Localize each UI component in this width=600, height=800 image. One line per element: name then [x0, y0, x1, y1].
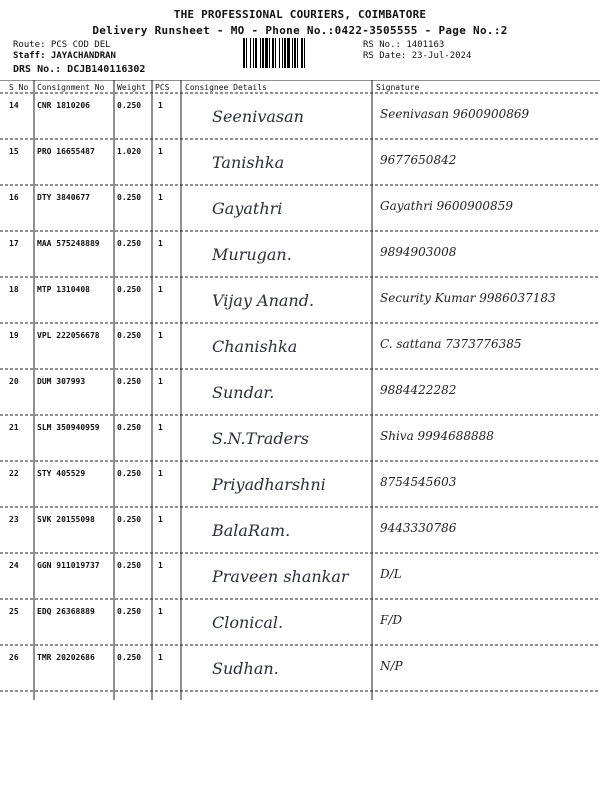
row-weight: 0.250: [117, 377, 142, 386]
row-consignee-name: Chanishka: [212, 337, 298, 356]
row-consignment-no: VPL 222056678: [37, 331, 100, 340]
row-consignment-no: SLM 350940959: [37, 423, 100, 432]
row-weight: 0.250: [117, 285, 142, 294]
row-signature: Security Kumar 9986037183: [380, 291, 556, 305]
row-signature: Gayathri 9600900859: [380, 199, 513, 213]
row-pcs: 1: [158, 377, 163, 386]
column-header-signature: Signature: [376, 83, 420, 92]
row-consignee-name: Sundar.: [212, 383, 275, 402]
staff-label: Staff: JAYACHANDRAN: [13, 51, 116, 61]
row-signature: 9894903008: [380, 245, 457, 259]
runsheet-title: THE PROFESSIONAL COURIERS, COIMBATORE: [173, 8, 427, 21]
row-consignee-name: S.N.Traders: [212, 429, 309, 448]
row-signature: N/P: [380, 659, 403, 673]
drs-label: DRS No.: DCJB140116302: [13, 64, 146, 75]
row-consignment-no: DTY 3840677: [37, 193, 90, 202]
row-signature: 9443330786: [380, 521, 457, 535]
row-pcs: 1: [158, 193, 163, 202]
row-pcs: 1: [158, 653, 163, 662]
row-signature: Shiva 9994688888: [380, 429, 494, 443]
row-pcs: 1: [158, 515, 163, 524]
column-header-sno: S No: [9, 83, 29, 92]
row-consignee-name: Praveen shankar: [212, 567, 349, 586]
row-consignee-name: BalaRam.: [212, 521, 291, 540]
row-consignee-name: Gayathri: [212, 199, 283, 218]
row-sno: 15: [9, 147, 19, 156]
row-consignment-no: STY 405529: [37, 469, 86, 478]
row-consignment-no: CNR 1810206: [37, 101, 90, 110]
row-weight: 0.250: [117, 239, 142, 248]
row-consignment-no: PRO 16655487: [37, 147, 95, 156]
row-weight: 0.250: [117, 101, 142, 110]
row-consignee-name: Clonical.: [212, 613, 284, 632]
row-pcs: 1: [158, 147, 163, 156]
row-sno: 16: [9, 193, 19, 202]
row-pcs: 1: [158, 239, 163, 248]
row-sno: 23: [9, 515, 19, 524]
row-signature: D/L: [380, 567, 402, 581]
row-weight: 0.250: [117, 469, 142, 478]
row-sno: 17: [9, 239, 19, 248]
row-consignment-no: MTP 1310408: [37, 285, 90, 294]
column-header-weight: Weight: [117, 83, 146, 92]
row-sno: 26: [9, 653, 19, 662]
row-pcs: 1: [158, 607, 163, 616]
row-consignee-name: Vijay Anand.: [212, 291, 315, 310]
row-sno: 24: [9, 561, 19, 570]
row-weight: 0.250: [117, 653, 142, 662]
row-sno: 20: [9, 377, 19, 386]
row-consignee-name: Sudhan.: [212, 659, 279, 678]
row-pcs: 1: [158, 423, 163, 432]
row-signature: C. sattana 7373776385: [380, 337, 522, 351]
runsheet-subtitle: Delivery Runsheet - MO - Phone No.:0422-3505555 - Page No.:2: [92, 24, 508, 37]
row-consignee-name: Priyadharshni: [212, 475, 326, 494]
row-weight: 0.250: [117, 423, 142, 432]
barcode-image: [243, 38, 355, 68]
row-sno: 25: [9, 607, 19, 616]
row-sno: 22: [9, 469, 19, 478]
row-sno: 18: [9, 285, 19, 294]
row-signature: 9884422282: [380, 383, 457, 397]
row-consignee-name: Tanishka: [212, 153, 285, 172]
row-signature: F/D: [380, 613, 402, 627]
row-weight: 0.250: [117, 515, 142, 524]
row-sno: 14: [9, 101, 19, 110]
row-consignment-no: EDQ 26368889: [37, 607, 95, 616]
column-header-consignment: Consignment No: [37, 83, 105, 92]
column-header-consignee: Consignee Details: [185, 83, 267, 92]
rs-date: RS Date: 23-Jul-2024: [363, 51, 472, 61]
rs-number: RS No.: 1401163: [363, 40, 445, 50]
row-weight: 0.250: [117, 561, 142, 570]
row-sno: 21: [9, 423, 19, 432]
row-signature: 8754545603: [380, 475, 457, 489]
row-consignment-no: GGN 911019737: [37, 561, 100, 570]
row-signature: 9677650842: [380, 153, 457, 167]
route-label: Route: PCS COD DEL: [13, 40, 111, 50]
row-pcs: 1: [158, 331, 163, 340]
row-consignment-no: SVK 20155098: [37, 515, 95, 524]
row-weight: 0.250: [117, 331, 142, 340]
row-sno: 19: [9, 331, 19, 340]
row-consignee-name: Murugan.: [212, 245, 292, 264]
row-consignment-no: DUM 307993: [37, 377, 86, 386]
row-weight: 0.250: [117, 193, 142, 202]
column-header-pcs: PCS: [155, 83, 170, 92]
row-signature: Seenivasan 9600900869: [380, 107, 530, 121]
row-weight: 1.020: [117, 147, 142, 156]
row-pcs: 1: [158, 285, 163, 294]
row-consignment-no: TMR 20202686: [37, 653, 95, 662]
row-consignee-name: Seenivasan: [212, 107, 304, 126]
row-pcs: 1: [158, 469, 163, 478]
row-consignment-no: MAA 575248889: [37, 239, 100, 248]
row-pcs: 1: [158, 561, 163, 570]
row-weight: 0.250: [117, 607, 142, 616]
row-pcs: 1: [158, 101, 163, 110]
